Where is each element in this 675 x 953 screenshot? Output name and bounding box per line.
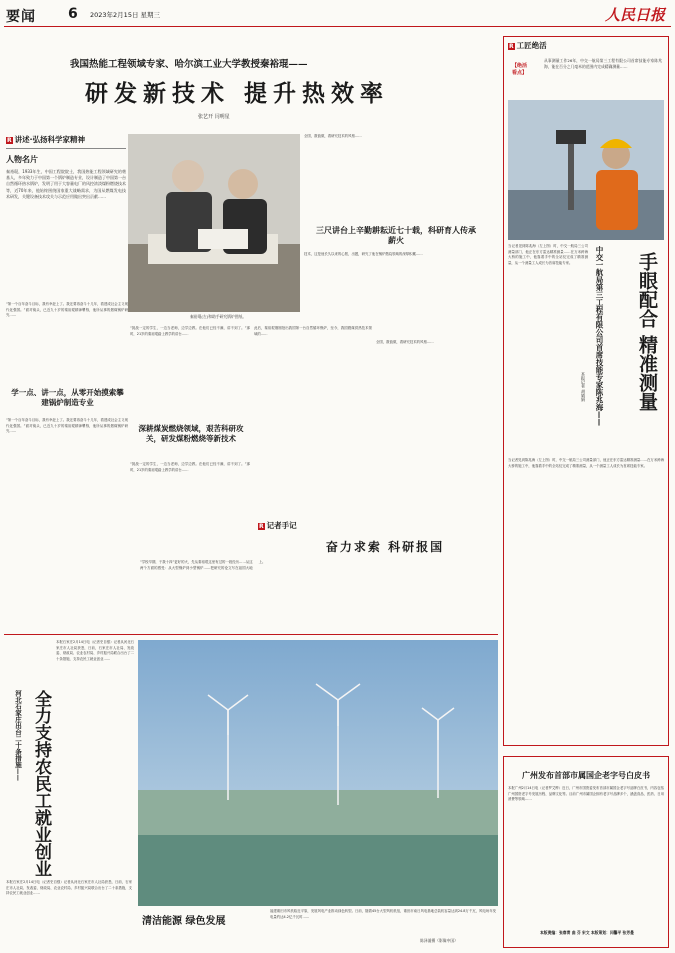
- tag-mark-icon: R: [7, 137, 12, 144]
- sidebar-vertical-title: 中交一航局第三工程有限公司首席技能专家陈兆海——: [595, 246, 604, 426]
- masthead: [0, 0, 675, 26]
- section-title: 要闻: [6, 9, 36, 25]
- photo-banner-title: 清洁能源 绿色发展: [142, 916, 226, 927]
- main-bottom-rule: [4, 634, 498, 635]
- subhead-3: 三尺讲台上辛勤耕耘近七十载，科研育人传承薪火: [316, 225, 476, 245]
- subhead-2: 深耕煤炭燃烧领域，艰苦科研攻关，研发煤粉燃烧等新技术: [138, 424, 244, 443]
- sidebar-badge: 【绝活 看点】: [512, 63, 528, 76]
- worker-photo: [508, 100, 664, 240]
- article-column-right-2: 技术，这是他长久以来的心愿，出题，研究了他在锅炉燃烧领域的深厚积累……: [304, 252, 423, 256]
- header-rule: [4, 26, 671, 27]
- photo-banner-caption: 福建莆田市风机临近平原，发展风电产业推动绿色转型。日前，随着45台大型风机机组，莆田市南日风电基地总装机容量达到24.8万千瓦，风电场年发电量约达4.2亿千瓦时……: [270, 909, 496, 919]
- article-body-2: “挑战一定的学生，一边当老师，边学边教。在他们已经不满，讲不到了。”那时，21岁的秦裕琨踏上教学的讲台……: [130, 326, 250, 336]
- scientist-photo: [128, 134, 300, 312]
- wind-farm-illustration: [138, 640, 498, 906]
- sidebar-byline: 本报记者 胡婧娟: [581, 372, 586, 402]
- article-headline: 研发新技术 提升热效率: [85, 80, 390, 107]
- reporter-note-title: 奋力求索 科研报国: [325, 540, 445, 554]
- profile-box: [6, 148, 126, 298]
- sidebar-body: 当记者见到陈兆海（左上图）时，中交一航局三公司测量部门，他正在东方雷达精准测量……在万米跨海大桥的施工中，他靠着手中的全站仪完成了精准测量，从一个测量工人成长为首席技能专家。: [508, 244, 588, 265]
- article-body-1: “第一个百年奋斗目标，我有幸赶上了。我还要再奋斗十几年，看建成社会主义现代化强国。”面对镜头，已近九十岁的秦裕琨精神矍铄，他所从事的燃煤锅炉研究……: [6, 302, 128, 317]
- article-body-2b: “挑战一定的学生，一边当老师，边学边教。在他们已经不满，讲不到了。”那时，21岁的秦裕琨踏上教学的讲台……: [130, 462, 250, 472]
- news-box-title: 广州发布首部市属国企老字号白皮书: [522, 771, 650, 780]
- article-body-1b: “第一个百年奋斗目标，我有幸赶上了。我还要再奋斗十几年，看建成社会主义现代化强国。”面对镜头，已近九十岁的秦裕琨精神矍铄，他所从事的燃煤锅炉研究……: [6, 418, 128, 433]
- tag-mark-icon: R: [259, 523, 264, 530]
- sidebar-tag: R 工匠绝活: [509, 41, 547, 50]
- photo-caption: 秦裕琨(左)和助手研究锅炉图纸。: [190, 314, 247, 319]
- left-article-headline: 全力支持农民工就业创业: [31, 690, 51, 877]
- photo-illustration: [128, 134, 300, 312]
- photo-banner-credit: 陈泽浦摄（影像中国）: [420, 938, 458, 943]
- page-number: 6: [68, 6, 78, 22]
- worker-illustration: [508, 100, 664, 240]
- sidebar-body-2: 当记者见到陈兆海（左上图）时，中交一航局三公司测量部门，他正在东方雷达精准测量……在万米跨海大桥的施工中，他靠着手中的全站仪完成了精准测量，从一个测量工人成长为首席技能专家。: [508, 458, 664, 468]
- sidebar-big-title: 手眼配合 精准测量: [636, 252, 658, 411]
- section-tag: R 讲述·弘扬科学家精神: [7, 135, 85, 144]
- sidebar-intro: 从事测量工作26年，中交一航局第三工程有限公司首席技能专家陈兆海，能在百分之几毫米的范围内完成精确测量……: [544, 58, 662, 69]
- news-box-text: 本报广州2月14日电（记者罗艾桦）近日，广州市国资委发布首部市属国企老字号品牌白皮书，内容包括广州国资老字号发展历程、品牌文化等。目前广州市属国企拥有老字号品牌多个，涵盖食品、医药、日用消费等领域……: [508, 786, 664, 801]
- page-editors: 本版责编：张春青 曲 芬 宋文 本版策划：闫馨平 张芳曼: [540, 930, 634, 935]
- article-body-3: 此后，秦裕琨刚刚批出我国第一台自然循环锅炉，至今，我国燃煤供热技术领域的……: [254, 326, 372, 336]
- profile-text: 秦裕琨，1933年生，中国工程院院士，我国热能工程领域研究的奠基人，多年致力于中国第一个锅炉制造专业，设计制造了中国第一台自然循环热水锅炉，发明了用于大容量电厂的风控浓淡煤粉燃烧技术等，近70年来，他始终围绕国家重大战略需求，为国从燃煤发电技术研发，关键设备技术攻关与示范应用做出突出贡献……: [6, 169, 126, 199]
- article-byline: 张艺开 闫明星: [198, 114, 230, 120]
- article-kicker: 我国热能工程领域专家、哈尔滨工业大学教授秦裕琨——: [70, 59, 308, 70]
- left-article-title: 河北石家庄出台二十条措施——: [14, 690, 22, 781]
- tag-mark-icon: R: [509, 43, 514, 50]
- article-body-3b: 全国，数值做，看研究技术的风格……: [376, 340, 434, 344]
- article-column-right: 全国，数值做，看研究技术的风格……: [304, 134, 362, 138]
- wind-farm-photo: [138, 640, 498, 906]
- left-article-text-2: 本报石家庄2月14日电（记者史自强）记者从河北石家庄市人社局获悉，日前，石家庄市人社局、发改委、财政局、农业农村局、乡村振兴局联合出台了二十条措施，支持农民工就业创业……: [6, 880, 132, 895]
- issue-date: 2023年2月15日 星期三: [90, 11, 161, 19]
- newspaper-logo: 人民日报: [604, 6, 665, 24]
- left-article-text: 本报石家庄2月14日电（记者史自强）记者从河北石家庄市人社局获悉，日前，石家庄市人社局、发改委、财政局、农业农村局、乡村振兴局联合出台了二十条措施，支持农民工就业创业……: [56, 640, 134, 661]
- profile-title: 人物名片: [6, 155, 38, 164]
- subhead-1: 学一点、讲一点，从零开始摸索攀建锅炉制造专业: [11, 388, 124, 407]
- reporter-note-text: “学校早期，于我十四“更好的火，先从秦裕琨这里有过的一段经历……从这两个方面的感受：从大型锅炉到小型锅炉……把研究的论文写在祖国大地上。: [140, 560, 266, 570]
- reporter-note-tag: R 记者手记: [259, 521, 297, 530]
